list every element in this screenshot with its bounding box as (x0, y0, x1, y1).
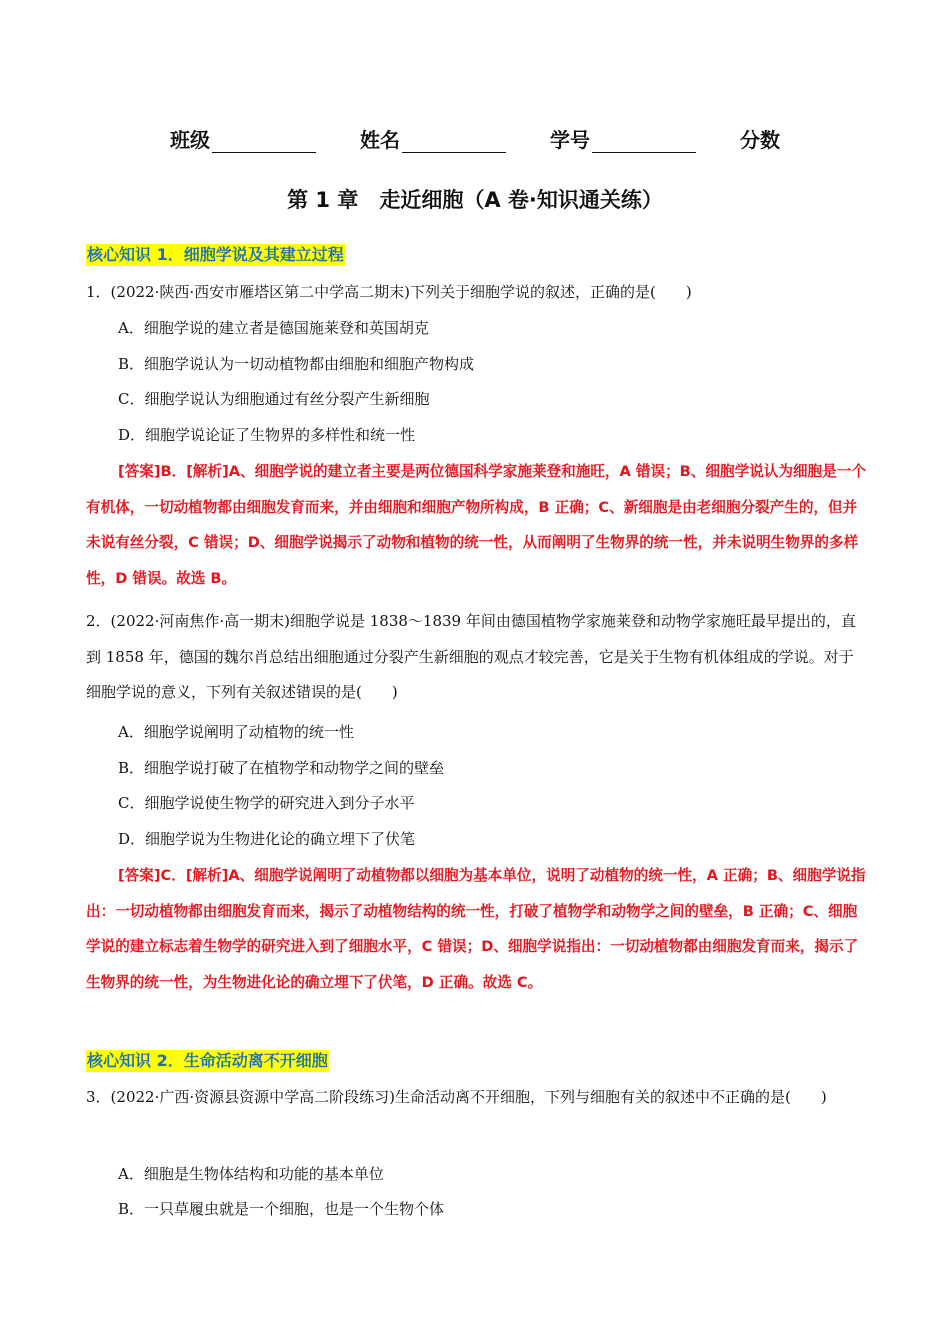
question-2-option-a: A．细胞学说阐明了动植物的统一性 (118, 723, 354, 741)
question-1-answer: [答案]B．[解析]A、细胞学说的建立者主要是两位德国科学家施莱登和施旺，A 错误；B、细胞学说认为细胞是一个有机体，一切动植物都由细胞发育而来，并由细胞和细胞产物所构成，B 正确；C、新细胞是由老细胞分裂产生的，但并未说有丝分裂，C 错误；D、细胞学说揭示了动物和植物的统一性，从而阐明了生物界的统一性，并未说明生物界的多样性，D 错误。故选 B。 (86, 463, 866, 587)
question-3-option-a: A．细胞是生物体结构和功能的基本单位 (118, 1165, 384, 1183)
question-2-answer: [答案]C．[解析]A、细胞学说阐明了动植物都以细胞为基本单位，说明了动植物的统一性，A 正确；B、细胞学说指出：一切动植物都由细胞发育而来，揭示了动植物结构的统一性，打破了植物学和动物学之间的壁垒，B 正确；C、细胞学说的建立标志着生物学的研究进入到了细胞水平，C 错误；D、细胞学说指出：一切动植物都由细胞发育而来，揭示了生物界的统一性，为生物进化论的确立埋下了伏笔，D 正确。故选 C。 (86, 867, 866, 991)
question-2-option-d: D．细胞学说为生物进化论的确立埋下了伏笔 (118, 830, 416, 848)
student-info-row (0, 124, 950, 153)
question-1-option-b: B．细胞学说认为一切动植物都由细胞和细胞产物构成 (118, 355, 475, 373)
score-label: 分数 (740, 128, 780, 152)
number-field (550, 124, 696, 153)
question-2-option-c: C．细胞学说使生物学的研究进入到分子水平 (118, 794, 415, 812)
question-1-option-c: C．细胞学说认为细胞通过有丝分裂产生新细胞 (118, 390, 430, 408)
question-2-stem: 2．(2022·河南焦作·高一期末)细胞学说是 1838～1839 年间由德国植物学家施莱登和动物学家施旺最早提出的，直到 1858 年，德国的魏尔肖总结出细胞通过分裂产生新细胞的观点才较完善，它是关于生物有机体组成的学说。对于细胞学说的意义，下列有关叙述错误的是( ) (86, 612, 856, 701)
name-blank (402, 130, 506, 153)
name-label: 姓名 (360, 128, 400, 152)
class-blank (212, 130, 316, 153)
score-field (740, 124, 780, 153)
section-heading-1: 核心知识 1．细胞学说及其建立过程 (87, 245, 344, 264)
question-3-stem: 3．(2022·广西·资源县资源中学高二阶段练习)生命活动离不开细胞，下列与细胞有关的叙述中不正确的是( ) (86, 1088, 827, 1106)
question-1-option-a: A．细胞学说的建立者是德国施莱登和英国胡克 (118, 319, 429, 337)
question-2-option-b: B．细胞学说打破了在植物学和动物学之间的壁垒 (118, 759, 445, 777)
number-label: 学号 (550, 128, 590, 152)
section-heading-2: 核心知识 2．生命活动离不开细胞 (87, 1051, 328, 1070)
question-1-option-d: D．细胞学说论证了生物界的多样性和统一性 (118, 426, 416, 444)
number-blank (592, 130, 696, 153)
name-field (360, 124, 506, 153)
chapter-title: 第 1 章 走近细胞（A 卷·知识通关练） (287, 188, 663, 212)
question-1-stem: 1．(2022·陕西·西安市雁塔区第二中学高二期末)下列关于细胞学说的叙述，正确的是( ) (86, 283, 692, 301)
class-field (170, 124, 316, 153)
question-3-option-b: B．一只草履虫就是一个细胞，也是一个生物个体 (118, 1200, 445, 1218)
class-label: 班级 (170, 128, 210, 152)
